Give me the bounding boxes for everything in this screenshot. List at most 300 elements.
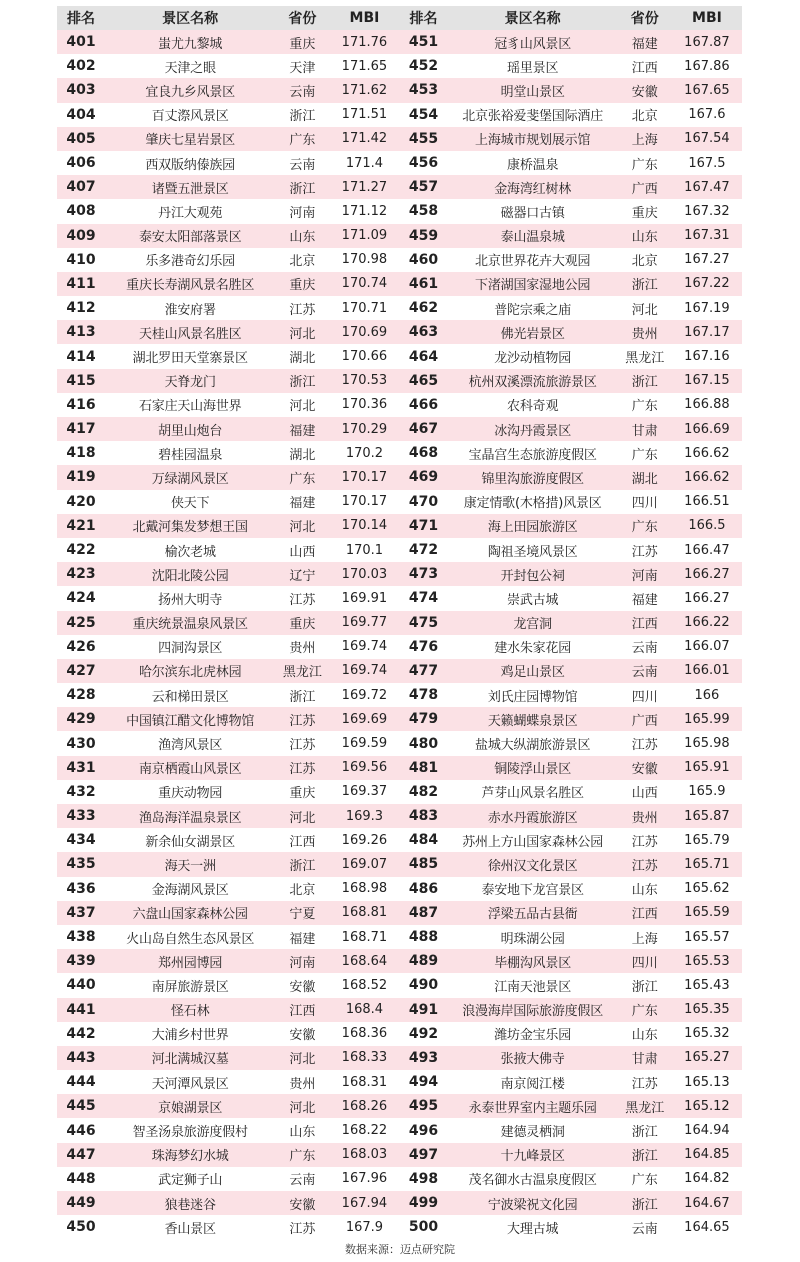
left-name-cell: 百丈漈风景区 bbox=[105, 103, 275, 127]
right-rank-cell: 453 bbox=[399, 78, 447, 102]
right-province-cell: 山东 bbox=[618, 224, 672, 248]
left-rank-cell: 402 bbox=[57, 54, 105, 78]
left-mbi-cell: 168.4 bbox=[329, 998, 399, 1022]
left-rank-cell: 446 bbox=[57, 1118, 105, 1142]
right-name-cell: 明堂山景区 bbox=[448, 78, 618, 102]
right-name-cell: 冠豸山风景区 bbox=[448, 30, 618, 54]
table-row bbox=[57, 417, 742, 441]
right-name-cell: 鸡足山景区 bbox=[448, 659, 618, 683]
right-name-cell: 十九峰景区 bbox=[448, 1143, 618, 1167]
left-mbi-cell: 171.65 bbox=[329, 54, 399, 78]
right-rank-cell: 480 bbox=[399, 731, 447, 755]
right-name-cell: 大理古城 bbox=[448, 1215, 618, 1239]
right-name-cell: 浪漫海岸国际旅游度假区 bbox=[448, 998, 618, 1022]
left-mbi-cell: 171.27 bbox=[329, 175, 399, 199]
left-name-cell: 珠海梦幻水城 bbox=[105, 1143, 275, 1167]
left-rank-cell: 410 bbox=[57, 248, 105, 272]
left-province-cell: 福建 bbox=[275, 490, 329, 514]
right-rank-cell: 460 bbox=[399, 248, 447, 272]
left-mbi-cell: 170.71 bbox=[329, 296, 399, 320]
right-rank-cell: 494 bbox=[399, 1070, 447, 1094]
table-row bbox=[57, 1143, 742, 1167]
right-mbi-cell: 165.87 bbox=[672, 804, 742, 828]
table-row bbox=[57, 562, 742, 586]
left-rank-cell: 431 bbox=[57, 756, 105, 780]
right-province-cell: 广东 bbox=[618, 998, 672, 1022]
left-province-cell: 河北 bbox=[275, 393, 329, 417]
right-province-cell: 河南 bbox=[618, 562, 672, 586]
left-rank-cell: 407 bbox=[57, 175, 105, 199]
table-row bbox=[57, 804, 742, 828]
left-mbi-cell: 168.98 bbox=[329, 877, 399, 901]
right-rank-cell: 477 bbox=[399, 659, 447, 683]
left-name-cell: 湖北罗田天堂寨景区 bbox=[105, 344, 275, 368]
table-row bbox=[57, 490, 742, 514]
right-province-cell: 浙江 bbox=[618, 369, 672, 393]
left-rank-cell: 420 bbox=[57, 490, 105, 514]
left-name-cell: 河北满城汉墓 bbox=[105, 1046, 275, 1070]
right-province-cell: 甘肃 bbox=[618, 417, 672, 441]
left-mbi-cell: 168.26 bbox=[329, 1094, 399, 1118]
right-rank-cell: 499 bbox=[399, 1191, 447, 1215]
left-mbi-cell: 171.4 bbox=[329, 151, 399, 175]
left-rank-cell: 426 bbox=[57, 635, 105, 659]
table-row bbox=[57, 30, 742, 54]
right-province-cell: 上海 bbox=[618, 127, 672, 151]
left-mbi-cell: 169.07 bbox=[329, 852, 399, 876]
left-rank-cell: 425 bbox=[57, 611, 105, 635]
data-source-note: 数据来源：迈点研究院 bbox=[345, 1243, 455, 1256]
left-province-cell: 北京 bbox=[275, 877, 329, 901]
right-province-cell: 江苏 bbox=[618, 538, 672, 562]
right-rank-cell: 486 bbox=[399, 877, 447, 901]
right-province-cell: 山西 bbox=[618, 780, 672, 804]
right-province-cell: 广西 bbox=[618, 175, 672, 199]
left-rank-cell: 428 bbox=[57, 683, 105, 707]
left-rank-cell: 414 bbox=[57, 344, 105, 368]
left-rank-cell: 437 bbox=[57, 901, 105, 925]
right-rank-cell: 489 bbox=[399, 949, 447, 973]
left-name-cell: 智圣汤泉旅游度假村 bbox=[105, 1118, 275, 1142]
right-mbi-cell: 166.5 bbox=[672, 514, 742, 538]
left-province-cell: 山西 bbox=[275, 538, 329, 562]
left-province-cell: 河北 bbox=[275, 320, 329, 344]
right-mbi-cell: 165.91 bbox=[672, 756, 742, 780]
table-row bbox=[57, 901, 742, 925]
right-mbi-cell: 165.35 bbox=[672, 998, 742, 1022]
table-row bbox=[57, 635, 742, 659]
left-mbi-cell: 170.98 bbox=[329, 248, 399, 272]
header-name: 景区名称 bbox=[448, 6, 618, 30]
left-province-cell: 安徽 bbox=[275, 1022, 329, 1046]
left-mbi-cell: 168.36 bbox=[329, 1022, 399, 1046]
left-rank-cell: 433 bbox=[57, 804, 105, 828]
table-row bbox=[57, 1167, 742, 1191]
left-rank-cell: 435 bbox=[57, 852, 105, 876]
right-mbi-cell: 164.65 bbox=[672, 1215, 742, 1239]
left-rank-cell: 416 bbox=[57, 393, 105, 417]
left-name-cell: 六盘山国家森林公园 bbox=[105, 901, 275, 925]
left-rank-cell: 404 bbox=[57, 103, 105, 127]
right-mbi-cell: 165.13 bbox=[672, 1070, 742, 1094]
left-province-cell: 安徽 bbox=[275, 1191, 329, 1215]
right-mbi-cell: 164.94 bbox=[672, 1118, 742, 1142]
right-name-cell: 赤水丹霞旅游区 bbox=[448, 804, 618, 828]
left-province-cell: 浙江 bbox=[275, 683, 329, 707]
right-province-cell: 安徽 bbox=[618, 756, 672, 780]
right-province-cell: 广东 bbox=[618, 393, 672, 417]
left-province-cell: 福建 bbox=[275, 925, 329, 949]
left-rank-cell: 448 bbox=[57, 1167, 105, 1191]
left-mbi-cell: 167.96 bbox=[329, 1167, 399, 1191]
table-row bbox=[57, 1070, 742, 1094]
left-province-cell: 北京 bbox=[275, 248, 329, 272]
left-name-cell: 榆次老城 bbox=[105, 538, 275, 562]
left-name-cell: 北戴河集发梦想王国 bbox=[105, 514, 275, 538]
right-province-cell: 浙江 bbox=[618, 1191, 672, 1215]
left-province-cell: 河北 bbox=[275, 514, 329, 538]
left-name-cell: 沈阳北陵公园 bbox=[105, 562, 275, 586]
right-name-cell: 康定情歌(木格措)风景区 bbox=[448, 490, 618, 514]
right-rank-cell: 458 bbox=[399, 199, 447, 223]
table-row bbox=[57, 586, 742, 610]
right-rank-cell: 495 bbox=[399, 1094, 447, 1118]
left-mbi-cell: 170.14 bbox=[329, 514, 399, 538]
left-rank-cell: 441 bbox=[57, 998, 105, 1022]
right-province-cell: 云南 bbox=[618, 635, 672, 659]
left-rank-cell: 412 bbox=[57, 296, 105, 320]
left-province-cell: 浙江 bbox=[275, 852, 329, 876]
left-mbi-cell: 170.53 bbox=[329, 369, 399, 393]
left-mbi-cell: 168.33 bbox=[329, 1046, 399, 1070]
left-province-cell: 宁夏 bbox=[275, 901, 329, 925]
left-rank-cell: 413 bbox=[57, 320, 105, 344]
right-name-cell: 茂名御水古温泉度假区 bbox=[448, 1167, 618, 1191]
table-row bbox=[57, 877, 742, 901]
left-province-cell: 浙江 bbox=[275, 103, 329, 127]
right-mbi-cell: 166.01 bbox=[672, 659, 742, 683]
right-rank-cell: 493 bbox=[399, 1046, 447, 1070]
right-mbi-cell: 167.17 bbox=[672, 320, 742, 344]
left-province-cell: 山东 bbox=[275, 224, 329, 248]
right-rank-cell: 457 bbox=[399, 175, 447, 199]
header-province: 省份 bbox=[275, 6, 329, 30]
right-province-cell: 山东 bbox=[618, 877, 672, 901]
left-province-cell: 湖北 bbox=[275, 344, 329, 368]
right-province-cell: 浙江 bbox=[618, 1118, 672, 1142]
left-name-cell: 火山岛自然生态风景区 bbox=[105, 925, 275, 949]
right-name-cell: 毕棚沟风景区 bbox=[448, 949, 618, 973]
left-name-cell: 万绿湖风景区 bbox=[105, 465, 275, 489]
table-row bbox=[57, 538, 742, 562]
right-mbi-cell: 165.71 bbox=[672, 852, 742, 876]
table-row bbox=[57, 320, 742, 344]
left-name-cell: 渔岛海洋温泉景区 bbox=[105, 804, 275, 828]
left-province-cell: 江西 bbox=[275, 998, 329, 1022]
right-rank-cell: 479 bbox=[399, 707, 447, 731]
left-mbi-cell: 169.59 bbox=[329, 731, 399, 755]
table-row bbox=[57, 973, 742, 997]
right-name-cell: 南京阅江楼 bbox=[448, 1070, 618, 1094]
right-rank-cell: 485 bbox=[399, 852, 447, 876]
header-mbi: MBI bbox=[672, 6, 742, 30]
right-name-cell: 徐州汉文化景区 bbox=[448, 852, 618, 876]
right-province-cell: 江苏 bbox=[618, 1070, 672, 1094]
right-rank-cell: 474 bbox=[399, 586, 447, 610]
right-mbi-cell: 165.9 bbox=[672, 780, 742, 804]
table-row bbox=[57, 659, 742, 683]
right-name-cell: 泰山温泉城 bbox=[448, 224, 618, 248]
right-rank-cell: 471 bbox=[399, 514, 447, 538]
right-province-cell: 浙江 bbox=[618, 1143, 672, 1167]
right-province-cell: 江西 bbox=[618, 611, 672, 635]
left-mbi-cell: 171.76 bbox=[329, 30, 399, 54]
right-rank-cell: 470 bbox=[399, 490, 447, 514]
left-mbi-cell: 169.91 bbox=[329, 586, 399, 610]
left-mbi-cell: 170.17 bbox=[329, 465, 399, 489]
left-rank-cell: 401 bbox=[57, 30, 105, 54]
right-province-cell: 福建 bbox=[618, 30, 672, 54]
right-mbi-cell: 166.47 bbox=[672, 538, 742, 562]
table-row bbox=[57, 828, 742, 852]
right-rank-cell: 487 bbox=[399, 901, 447, 925]
left-name-cell: 肇庆七星岩景区 bbox=[105, 127, 275, 151]
left-rank-cell: 447 bbox=[57, 1143, 105, 1167]
right-name-cell: 浮梁五品古县衙 bbox=[448, 901, 618, 925]
table-row bbox=[57, 707, 742, 731]
right-rank-cell: 473 bbox=[399, 562, 447, 586]
left-province-cell: 云南 bbox=[275, 151, 329, 175]
left-province-cell: 广东 bbox=[275, 127, 329, 151]
right-mbi-cell: 165.32 bbox=[672, 1022, 742, 1046]
left-rank-cell: 450 bbox=[57, 1215, 105, 1239]
right-mbi-cell: 166.69 bbox=[672, 417, 742, 441]
left-name-cell: 渔湾风景区 bbox=[105, 731, 275, 755]
table-row bbox=[57, 369, 742, 393]
left-name-cell: 新余仙女湖景区 bbox=[105, 828, 275, 852]
right-mbi-cell: 167.27 bbox=[672, 248, 742, 272]
left-mbi-cell: 169.3 bbox=[329, 804, 399, 828]
left-rank-cell: 436 bbox=[57, 877, 105, 901]
right-province-cell: 广东 bbox=[618, 514, 672, 538]
right-rank-cell: 467 bbox=[399, 417, 447, 441]
right-name-cell: 农科奇观 bbox=[448, 393, 618, 417]
left-rank-cell: 403 bbox=[57, 78, 105, 102]
left-province-cell: 河南 bbox=[275, 199, 329, 223]
left-name-cell: 扬州大明寺 bbox=[105, 586, 275, 610]
left-province-cell: 广东 bbox=[275, 465, 329, 489]
right-mbi-cell: 165.53 bbox=[672, 949, 742, 973]
right-name-cell: 芦芽山风景名胜区 bbox=[448, 780, 618, 804]
right-rank-cell: 469 bbox=[399, 465, 447, 489]
right-mbi-cell: 167.65 bbox=[672, 78, 742, 102]
right-name-cell: 北京张裕爱斐堡国际酒庄 bbox=[448, 103, 618, 127]
right-name-cell: 铜陵浮山景区 bbox=[448, 756, 618, 780]
right-province-cell: 四川 bbox=[618, 949, 672, 973]
left-mbi-cell: 167.94 bbox=[329, 1191, 399, 1215]
right-mbi-cell: 167.15 bbox=[672, 369, 742, 393]
right-name-cell: 永泰世界室内主题乐园 bbox=[448, 1094, 618, 1118]
right-rank-cell: 497 bbox=[399, 1143, 447, 1167]
table-row bbox=[57, 175, 742, 199]
left-rank-cell: 429 bbox=[57, 707, 105, 731]
left-province-cell: 辽宁 bbox=[275, 562, 329, 586]
left-province-cell: 广东 bbox=[275, 1143, 329, 1167]
right-name-cell: 杭州双溪漂流旅游景区 bbox=[448, 369, 618, 393]
left-name-cell: 碧桂园温泉 bbox=[105, 441, 275, 465]
left-province-cell: 湖北 bbox=[275, 441, 329, 465]
right-mbi-cell: 166.27 bbox=[672, 562, 742, 586]
right-name-cell: 瑶里景区 bbox=[448, 54, 618, 78]
left-name-cell: 淮安府署 bbox=[105, 296, 275, 320]
right-mbi-cell: 165.43 bbox=[672, 973, 742, 997]
left-province-cell: 重庆 bbox=[275, 30, 329, 54]
right-mbi-cell: 164.85 bbox=[672, 1143, 742, 1167]
right-rank-cell: 452 bbox=[399, 54, 447, 78]
right-mbi-cell: 167.54 bbox=[672, 127, 742, 151]
right-mbi-cell: 167.5 bbox=[672, 151, 742, 175]
left-rank-cell: 421 bbox=[57, 514, 105, 538]
left-name-cell: 云和梯田景区 bbox=[105, 683, 275, 707]
right-province-cell: 上海 bbox=[618, 925, 672, 949]
table-row bbox=[57, 731, 742, 755]
left-province-cell: 云南 bbox=[275, 78, 329, 102]
right-name-cell: 宝晶宫生态旅游度假区 bbox=[448, 441, 618, 465]
left-rank-cell: 440 bbox=[57, 973, 105, 997]
left-mbi-cell: 170.66 bbox=[329, 344, 399, 368]
left-mbi-cell: 170.29 bbox=[329, 417, 399, 441]
right-rank-cell: 476 bbox=[399, 635, 447, 659]
right-name-cell: 开封包公祠 bbox=[448, 562, 618, 586]
right-name-cell: 天籁蝴蝶泉景区 bbox=[448, 707, 618, 731]
left-rank-cell: 443 bbox=[57, 1046, 105, 1070]
left-mbi-cell: 169.72 bbox=[329, 683, 399, 707]
right-rank-cell: 464 bbox=[399, 344, 447, 368]
right-province-cell: 江苏 bbox=[618, 731, 672, 755]
right-name-cell: 锦里沟旅游度假区 bbox=[448, 465, 618, 489]
right-mbi-cell: 167.86 bbox=[672, 54, 742, 78]
right-rank-cell: 492 bbox=[399, 1022, 447, 1046]
table-row bbox=[57, 756, 742, 780]
right-mbi-cell: 167.31 bbox=[672, 224, 742, 248]
right-rank-cell: 463 bbox=[399, 320, 447, 344]
table-row bbox=[57, 441, 742, 465]
table-row bbox=[57, 683, 742, 707]
right-name-cell: 建水朱家花园 bbox=[448, 635, 618, 659]
left-province-cell: 天津 bbox=[275, 54, 329, 78]
left-name-cell: 诸暨五泄景区 bbox=[105, 175, 275, 199]
left-name-cell: 金海湖风景区 bbox=[105, 877, 275, 901]
left-province-cell: 河南 bbox=[275, 949, 329, 973]
left-province-cell: 山东 bbox=[275, 1118, 329, 1142]
table-row bbox=[57, 151, 742, 175]
right-mbi-cell: 165.27 bbox=[672, 1046, 742, 1070]
right-name-cell: 康桥温泉 bbox=[448, 151, 618, 175]
right-province-cell: 四川 bbox=[618, 683, 672, 707]
left-name-cell: 狼巷迷谷 bbox=[105, 1191, 275, 1215]
left-name-cell: 京娘湖景区 bbox=[105, 1094, 275, 1118]
left-name-cell: 四洞沟景区 bbox=[105, 635, 275, 659]
left-province-cell: 江西 bbox=[275, 828, 329, 852]
right-rank-cell: 465 bbox=[399, 369, 447, 393]
right-mbi-cell: 167.19 bbox=[672, 296, 742, 320]
left-province-cell: 江苏 bbox=[275, 731, 329, 755]
left-province-cell: 重庆 bbox=[275, 611, 329, 635]
right-mbi-cell: 165.79 bbox=[672, 828, 742, 852]
left-rank-cell: 406 bbox=[57, 151, 105, 175]
right-province-cell: 黑龙江 bbox=[618, 1094, 672, 1118]
right-province-cell: 广西 bbox=[618, 707, 672, 731]
table-row bbox=[57, 393, 742, 417]
right-rank-cell: 488 bbox=[399, 925, 447, 949]
right-rank-cell: 472 bbox=[399, 538, 447, 562]
left-name-cell: 重庆统景温泉风景区 bbox=[105, 611, 275, 635]
right-mbi-cell: 165.62 bbox=[672, 877, 742, 901]
left-mbi-cell: 171.62 bbox=[329, 78, 399, 102]
table-row bbox=[57, 296, 742, 320]
left-name-cell: 重庆动物园 bbox=[105, 780, 275, 804]
right-province-cell: 安徽 bbox=[618, 78, 672, 102]
right-province-cell: 广东 bbox=[618, 441, 672, 465]
right-rank-cell: 459 bbox=[399, 224, 447, 248]
left-name-cell: 宜良九乡风景区 bbox=[105, 78, 275, 102]
right-name-cell: 海上田园旅游区 bbox=[448, 514, 618, 538]
right-name-cell: 普陀宗乘之庙 bbox=[448, 296, 618, 320]
right-province-cell: 浙江 bbox=[618, 973, 672, 997]
left-province-cell: 浙江 bbox=[275, 175, 329, 199]
right-mbi-cell: 166 bbox=[672, 683, 742, 707]
left-name-cell: 哈尔滨东北虎林园 bbox=[105, 659, 275, 683]
table-row bbox=[57, 1118, 742, 1142]
right-mbi-cell: 165.99 bbox=[672, 707, 742, 731]
right-province-cell: 云南 bbox=[618, 1215, 672, 1239]
left-province-cell: 江苏 bbox=[275, 1215, 329, 1239]
left-name-cell: 天脊龙门 bbox=[105, 369, 275, 393]
left-mbi-cell: 168.71 bbox=[329, 925, 399, 949]
left-mbi-cell: 169.77 bbox=[329, 611, 399, 635]
right-name-cell: 金海湾红树林 bbox=[448, 175, 618, 199]
left-name-cell: 中国镇江醋文化博物馆 bbox=[105, 707, 275, 731]
left-province-cell: 江苏 bbox=[275, 296, 329, 320]
left-name-cell: 天河潭风景区 bbox=[105, 1070, 275, 1094]
left-rank-cell: 424 bbox=[57, 586, 105, 610]
left-mbi-cell: 170.17 bbox=[329, 490, 399, 514]
left-rank-cell: 418 bbox=[57, 441, 105, 465]
left-province-cell: 云南 bbox=[275, 1167, 329, 1191]
right-rank-cell: 481 bbox=[399, 756, 447, 780]
left-province-cell: 福建 bbox=[275, 417, 329, 441]
header-mbi: MBI bbox=[329, 6, 399, 30]
left-rank-cell: 411 bbox=[57, 272, 105, 296]
table-row bbox=[57, 103, 742, 127]
left-name-cell: 郑州园博园 bbox=[105, 949, 275, 973]
left-rank-cell: 423 bbox=[57, 562, 105, 586]
right-rank-cell: 490 bbox=[399, 973, 447, 997]
left-mbi-cell: 167.9 bbox=[329, 1215, 399, 1239]
left-mbi-cell: 171.42 bbox=[329, 127, 399, 151]
left-mbi-cell: 170.36 bbox=[329, 393, 399, 417]
left-name-cell: 侠天下 bbox=[105, 490, 275, 514]
right-mbi-cell: 164.67 bbox=[672, 1191, 742, 1215]
left-province-cell: 浙江 bbox=[275, 369, 329, 393]
left-rank-cell: 419 bbox=[57, 465, 105, 489]
right-name-cell: 江南天池景区 bbox=[448, 973, 618, 997]
right-mbi-cell: 166.51 bbox=[672, 490, 742, 514]
left-name-cell: 南屏旅游景区 bbox=[105, 973, 275, 997]
left-rank-cell: 427 bbox=[57, 659, 105, 683]
header-rank: 排名 bbox=[399, 6, 447, 30]
ranking-table-container bbox=[57, 6, 742, 1239]
